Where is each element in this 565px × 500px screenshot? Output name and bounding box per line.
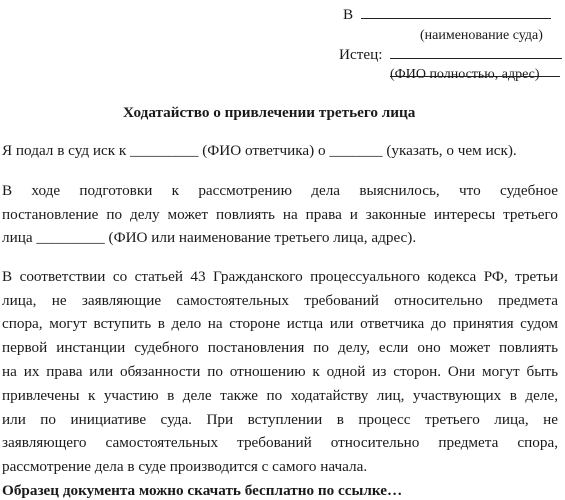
plaintiff-caption: (ФИО полностью, адрес) bbox=[390, 67, 540, 82]
paragraph-3-line-9: рассмотрение дела в суде производится с самого начала. bbox=[2, 458, 368, 475]
paragraph-2-line-1: В ходе подготовки к рассмотрению дела выяснилось, что судебное bbox=[2, 182, 558, 199]
paragraph-2-line-3: лица _________ (ФИО или наименование третьего лица, адрес). bbox=[2, 229, 417, 246]
paragraph-3-line-6: привлечены к участию в деле также по ходатайству лиц, участвующих в деле, bbox=[2, 387, 558, 404]
plaintiff-prefix: Истец: bbox=[339, 46, 383, 63]
court-prefix: В bbox=[343, 6, 354, 23]
paragraph-3-line-8: заявляющего самостоятельных требований относительно предмета спора, bbox=[2, 434, 558, 451]
document-title: Ходатайство о привлечении третьего лица bbox=[123, 104, 416, 121]
court-field-row bbox=[343, 6, 551, 24]
download-link-text[interactable]: Образец документа можно скачать бесплатно по ссылке… bbox=[2, 482, 403, 499]
paragraph-3-line-7: или по инициативе суда. При вступлении в процесс третьего лица, не bbox=[2, 411, 558, 428]
paragraph-3-line-2: лица, не заявляющие самостоятельных требований относительно предмета bbox=[2, 292, 558, 309]
paragraph-3-line-1: В соответствии со статьей 43 Гражданского процессуального кодекса РФ, третьи bbox=[2, 268, 558, 285]
court-caption: (наименование суда) bbox=[420, 28, 543, 43]
paragraph-1-line-1: Я подал в суд иск к _________ (ФИО ответчика) о _______ (указать, о чем иск). bbox=[2, 142, 517, 159]
paragraph-2-line-2: постановление по делу может повлиять на права и законные интересы третьего bbox=[2, 206, 558, 223]
plaintiff-blank-line-1 bbox=[390, 46, 562, 59]
paragraph-3-line-4: первой инстанции судебного постановления по делу, если оно может повлиять bbox=[2, 339, 558, 356]
plaintiff-field-row bbox=[339, 46, 562, 64]
paragraph-3-line-5: на их права или обязанности по отношению к одной из сторон. Они могут быть bbox=[2, 363, 558, 380]
paragraph-3-line-3: спора, могут вступить в дело на стороне истца или ответчика до принятия судом bbox=[2, 315, 558, 332]
court-blank-line bbox=[361, 6, 551, 19]
